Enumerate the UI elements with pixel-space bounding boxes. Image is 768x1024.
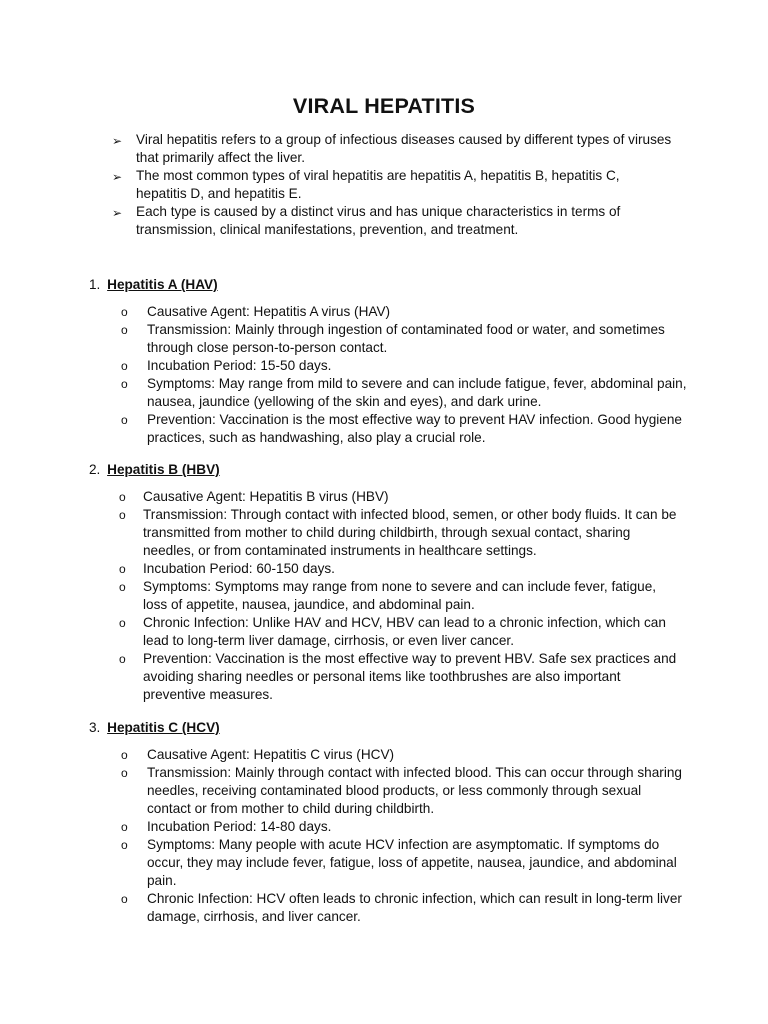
item-text: Transmission: Mainly through ingestion of contaminated food or water, and sometimes through close person-to-person contact. (147, 322, 665, 355)
item-text: Causative Agent: Hepatitis A virus (HAV) (147, 304, 391, 319)
item-text: Transmission: Through contact with infected blood, semen, or other body fluids. It can be transmitted from mother to child during childbirth, through sexual contact, sharing needles, or from contaminated instruments in healthcare settings. (143, 507, 677, 558)
item-text: Symptoms: Symptoms may range from none to severe and can include fever, fatigue, loss of appetite, nausea, jaundice, and abdominal pain. (143, 579, 657, 612)
list-item (89, 411, 687, 447)
list-item (89, 764, 687, 818)
list-item (89, 614, 683, 650)
list-item (89, 578, 683, 614)
list-item (89, 357, 687, 375)
section-number: 1. (89, 277, 101, 292)
section-heading (89, 719, 689, 737)
circle-bullet-icon: o (119, 580, 126, 594)
list-item (89, 890, 687, 926)
circle-bullet-icon: o (121, 323, 128, 337)
circle-bullet-icon: o (121, 820, 128, 834)
intro-text: Each type is caused by a distinct virus and has unique characteristics in terms of transmission, clinical manifestations, prevention, and treatment. (136, 204, 621, 237)
circle-bullet-icon: o (121, 377, 128, 391)
section-number: 2. (89, 462, 101, 477)
circle-bullet-icon: o (121, 359, 128, 373)
list-item (89, 506, 683, 560)
section-hepatitis-c (89, 719, 689, 926)
intro-list (112, 131, 672, 239)
item-text: Causative Agent: Hepatitis B virus (HBV) (143, 489, 389, 504)
item-text: Prevention: Vaccination is the most effective way to prevent HBV. Safe sex practices and avoiding sharing needles or personal items like toothbrushes are also important preventive measures. (143, 651, 677, 702)
item-text: Prevention: Vaccination is the most effective way to prevent HAV infection. Good hygiene practices, such as handwashing, also play a crucial role. (147, 412, 682, 445)
arrow-bullet-icon: ➢ (112, 206, 123, 220)
list-item (89, 650, 683, 704)
intro-text: The most common types of viral hepatitis are hepatitis A, hepatitis B, hepatitis C, hepatitis D, and hepatitis E. (136, 168, 620, 201)
section-heading (89, 276, 689, 294)
list-item (89, 836, 687, 890)
list-item (89, 375, 687, 411)
section-title: Hepatitis A (HAV) (107, 277, 218, 292)
list-item (89, 560, 683, 578)
item-text: Transmission: Mainly through contact with infected blood. This can occur through sharing needles, receiving contaminated blood products, or less commonly through sexual contact or from mother to child during childbirth. (147, 765, 682, 816)
section-title: Hepatitis C (HCV) (107, 720, 220, 735)
section-item-list (89, 303, 689, 447)
item-text: Symptoms: Many people with acute HCV infection are asymptomatic. If symptoms do occur, they may include fever, fatigue, loss of appetite, nausea, jaundice, and abdominal pain. (147, 837, 677, 888)
circle-bullet-icon: o (121, 766, 128, 780)
item-text: Incubation Period: 60-150 days. (143, 561, 335, 576)
list-item (89, 488, 683, 506)
circle-bullet-icon: o (119, 652, 126, 666)
section-title: Hepatitis B (HBV) (107, 462, 220, 477)
circle-bullet-icon: o (121, 305, 128, 319)
item-text: Chronic Infection: HCV often leads to chronic infection, which can result in long-term liver damage, cirrhosis, and liver cancer. (147, 891, 682, 924)
circle-bullet-icon: o (119, 616, 126, 630)
list-item (89, 321, 687, 357)
arrow-bullet-icon: ➢ (112, 134, 123, 148)
item-text: Incubation Period: 15-50 days. (147, 358, 332, 373)
item-text: Chronic Infection: Unlike HAV and HCV, HBV can lead to a chronic infection, which can lead to long-term liver damage, cirrhosis, or even liver cancer. (143, 615, 666, 648)
intro-item (112, 203, 672, 239)
list-item (89, 746, 687, 764)
intro-text: Viral hepatitis refers to a group of infectious diseases caused by different types of viruses that primarily affect the liver. (136, 132, 672, 165)
item-text: Incubation Period: 14-80 days. (147, 819, 332, 834)
section-hepatitis-b (89, 461, 689, 704)
circle-bullet-icon: o (119, 508, 126, 522)
circle-bullet-icon: o (121, 892, 128, 906)
list-item (89, 818, 687, 836)
circle-bullet-icon: o (119, 490, 126, 504)
section-item-list (89, 488, 689, 704)
list-item (89, 303, 687, 321)
section-heading (89, 461, 689, 479)
arrow-bullet-icon: ➢ (112, 170, 123, 184)
section-hepatitis-a (89, 276, 689, 447)
item-text: Causative Agent: Hepatitis C virus (HCV) (147, 747, 395, 762)
circle-bullet-icon: o (121, 748, 128, 762)
section-item-list (89, 746, 689, 926)
item-text: Symptoms: May range from mild to severe and can include fatigue, fever, abdominal pain, nausea, jaundice (yellowing of the skin and eyes), and dark urine. (147, 376, 687, 409)
circle-bullet-icon: o (121, 838, 128, 852)
page-title: VIRAL HEPATITIS (292, 94, 476, 118)
intro-item (112, 131, 672, 167)
section-number: 3. (89, 720, 101, 735)
intro-item (112, 167, 672, 203)
circle-bullet-icon: o (119, 562, 126, 576)
circle-bullet-icon: o (121, 413, 128, 427)
